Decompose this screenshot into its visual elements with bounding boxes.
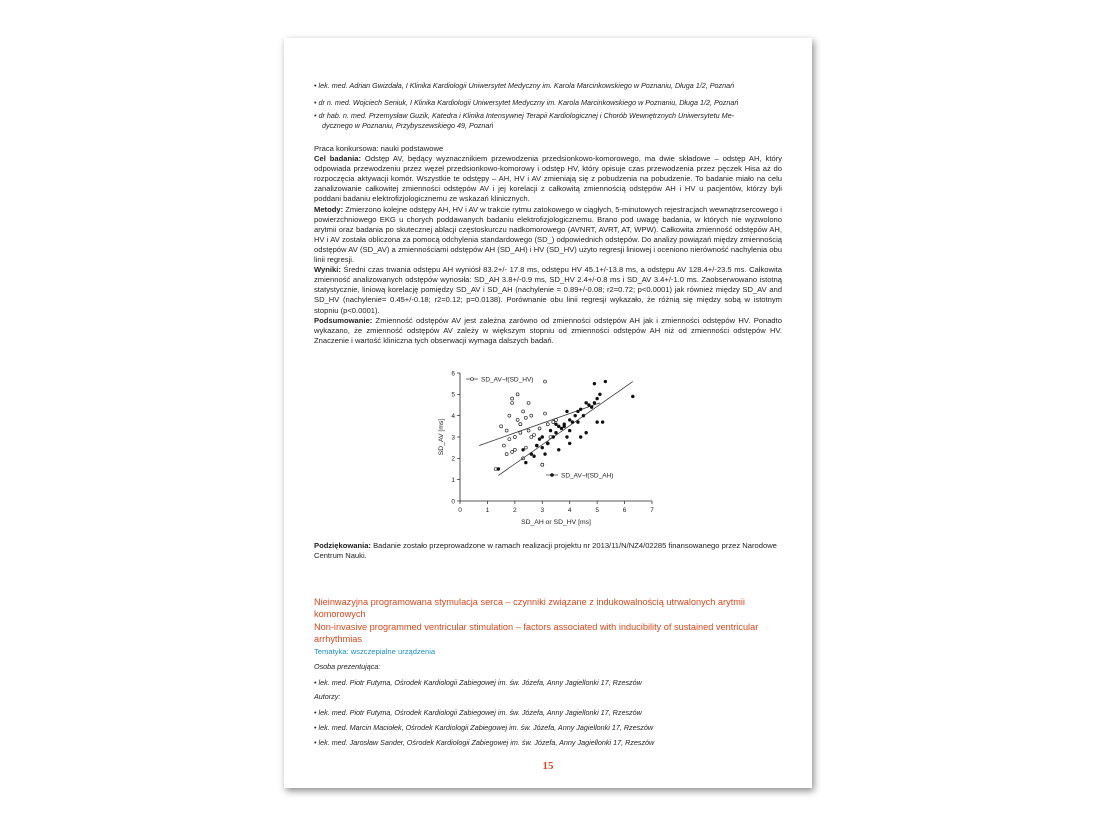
- author-3: • lek. med. Jarosław Sander, Ośrodek Kardiologii Zabiegowej im. św. Józefa, Anny Jagiellonki 17, Rzeszów: [314, 738, 655, 747]
- data-point: [511, 450, 514, 453]
- data-point: [552, 436, 555, 439]
- summary-label: Podsumowanie:: [314, 315, 373, 325]
- data-point: [552, 421, 555, 424]
- affiliation-2: • dr n. med. Wojciech Seniuk, I Klinika Kardiologii Uniwersytet Medyczny im. Karola Marcinkowskiego w Poznaniu, Długa 1/2, Poznań: [314, 98, 739, 107]
- data-point: [568, 429, 571, 432]
- data-point: [546, 423, 549, 426]
- data-point: [524, 446, 527, 449]
- x-tick-label: 1: [485, 507, 490, 514]
- author-2: • lek. med. Marcin Maciołek, Ośrodek Kardiologii Zabiegowej im. św. Józefa, Anny Jagiellonki 17, Rzeszów: [314, 723, 654, 732]
- data-point: [533, 455, 536, 458]
- abstract-type: Praca konkursowa: nauki podstawowe: [314, 144, 444, 153]
- y-tick-label: 2: [451, 455, 455, 463]
- y-tick-label: 4: [451, 412, 455, 420]
- y-tick-label: 5: [451, 391, 455, 399]
- presenter-label: Osoba prezentująca:: [314, 662, 381, 671]
- data-point: [593, 401, 596, 404]
- data-point: [585, 431, 588, 434]
- data-point: [541, 436, 544, 439]
- data-point: [535, 444, 538, 447]
- data-point: [566, 410, 569, 413]
- abstract-body: [314, 144, 782, 346]
- data-point: [519, 423, 522, 426]
- data-point: [530, 436, 533, 439]
- data-point: [544, 380, 547, 383]
- data-point: [527, 429, 530, 432]
- legend-marker: [551, 474, 554, 477]
- x-axis-label: SD_AH or SD_HV [ms]: [521, 519, 591, 526]
- data-point: [598, 393, 601, 396]
- y-tick-label: 1: [451, 476, 455, 484]
- data-point: [601, 421, 604, 424]
- ack-text: Badanie zostało przeprowadzone w ramach realizacji projektu nr 2013/11/N/NZ4/02285 finansowanego przez Narodowe Centrum Nauki.: [314, 541, 777, 561]
- summary-text: Zmienność odstępów AV jest zależna zarówno od zmienności odstępów AH jak i zmienności odstępów HV. Ponadto wykazano, że zmienność odstępów AV zależy w większym stopniu od zmienności odstępów AH niż od zmienności odstępów HV. Znaczenie i wartość kliniczna tych obserwacji wymaga dalszych badań.: [314, 315, 782, 345]
- data-point: [596, 397, 599, 400]
- data-point: [555, 418, 558, 421]
- legend-marker: [471, 378, 474, 381]
- data-point: [582, 414, 585, 417]
- data-point: [527, 401, 530, 404]
- data-point: [577, 421, 580, 424]
- next-title-en: Non-invasive programmed ventricular stimulation – factors associated with inducibility of sustained ventricular arrhythmias: [314, 622, 759, 644]
- data-point: [596, 421, 599, 424]
- data-point: [588, 404, 591, 407]
- x-tick-label: 5: [595, 507, 599, 514]
- affiliation-3: • dr hab. n. med. Przemysław Guzik, Katedra i Klinika Intensywnej Terapii Kardiologicznej i Chorób Wewnętrznych Uniwersytetu Me- dycznego w Poznaniu, Przybyszewskiego 49, Poznań: [314, 111, 734, 130]
- data-point: [544, 453, 547, 456]
- data-point: [566, 436, 569, 439]
- data-point: [516, 393, 519, 396]
- data-point: [538, 427, 541, 430]
- data-point: [568, 419, 571, 422]
- data-point: [563, 425, 566, 428]
- data-point: [500, 425, 503, 428]
- data-point: [590, 406, 593, 409]
- data-point: [538, 438, 541, 441]
- scatter-chart: [424, 365, 664, 530]
- data-point: [508, 414, 511, 417]
- legend-label: SD_AV~f(SD_HV): [481, 376, 534, 384]
- data-point: [557, 448, 560, 451]
- data-point: [502, 444, 505, 447]
- ack-label: Podziękowania:: [314, 541, 371, 550]
- data-point: [522, 448, 525, 451]
- y-tick-label: 0: [451, 498, 455, 506]
- data-point: [555, 431, 558, 434]
- aim-label: Cel badania:: [314, 154, 361, 164]
- data-point: [530, 453, 533, 456]
- data-point: [546, 442, 549, 445]
- data-point: [505, 453, 508, 456]
- x-tick-label: 6: [622, 507, 627, 514]
- data-point: [577, 410, 580, 413]
- x-tick-label: 3: [540, 507, 545, 514]
- presenter: • lek. med. Piotr Futyma, Ośrodek Kardiologii Zabiegowej im. św. Józefa, Anny Jagiellonki 17, Rzeszów: [314, 678, 642, 687]
- data-point: [544, 412, 547, 415]
- affiliation-1: • lek. med. Adrian Gwizdała, I Klinika Kardiologii Uniwersytet Medyczny im. Karola Marcinkowskiego w Poznaniu, Długa 1/2, Poznań: [314, 81, 735, 90]
- data-point: [571, 421, 574, 424]
- x-tick-label: 0: [458, 507, 462, 514]
- data-point: [549, 429, 552, 432]
- author-1: • lek. med. Piotr Futyma, Ośrodek Kardiologii Zabiegowej im. św. Józefa, Anny Jagiellonki 17, Rzeszów: [314, 708, 642, 717]
- data-point: [524, 461, 527, 464]
- data-point: [524, 416, 527, 419]
- results-label: Wyniki:: [314, 265, 341, 275]
- document-page: [284, 38, 812, 788]
- y-tick-label: 6: [451, 370, 455, 378]
- data-point: [513, 436, 516, 439]
- data-point: [516, 418, 519, 421]
- results-text: Średni czas trwania odstępu AH wyniósł 83.2+/- 17.8 ms, odstępu HV 45.1+/-13.8 ms, a odstępu AV 128.4+/-23.5 ms. Całkowita zmienność analizowanych odstępów wynosiła: SD_AH 3.8+/-0.9 ms, SD_HV 2.4+/-0.8 ms i SD_AV 3.4+/-1.0 ms. Zaobserwowano istotną statystycznie, liniową korelację pomiędzy SD_AV i SD_AH (nachylenie = 0.89+/-0.08; r2=0.72; p<0.0001) jak również między SD_AV and SD_HV (nachylenie= 0.45+/-0.18; r2=0.12; p=0.0138). Porównanie obu linii regresji wykazało, że różnią się między sobą w istotnym stopniu (p<0.0001).: [314, 265, 782, 315]
- data-point: [513, 448, 516, 451]
- data-point: [505, 429, 508, 432]
- methods-text: Zmierzono kolejne odstępy AH, HV i AV w trakcie rytmu zatokowego w ciągłych, 5-minutowych rejestracjach wewnątrzsercowego i powierzchniowego EKG u chorych poddawanych badaniu elektrofizjologicznemu. Brano pod uwagę badania, w których nie wyzwolono arytmii oraz badania po skutecznej ablacji częstoskurczu nadkomorowego (AVNRT, AVRT, AT, WPW). Całkowita zmienność odstępów AH, HV i AV została obliczona za pomocą odchylenia standardowego (SD_) odpowiednich odstępów. Do analizy powiązań między zmiennością odstępów AV (SD_AV) a zmiennościami odstępów AH (SD_AH) i HV (SD_HV) użyto regresji liniowej i oceniono nierówność nachylenia obu linii regresji.: [314, 204, 782, 265]
- data-point: [511, 397, 514, 400]
- x-tick-label: 7: [650, 507, 654, 514]
- data-point: [604, 380, 607, 383]
- y-tick-label: 3: [451, 434, 455, 442]
- abstract-summary: [314, 316, 782, 346]
- abstract-results: [314, 265, 782, 315]
- data-point: [519, 431, 522, 434]
- data-point: [530, 414, 533, 417]
- authors-label: Autorzy:: [314, 692, 341, 701]
- x-tick-label: 2: [513, 507, 517, 514]
- data-point: [541, 446, 544, 449]
- data-point: [541, 463, 544, 466]
- data-point: [574, 414, 577, 417]
- data-point: [585, 401, 588, 404]
- next-topic: Tematyka: wszczepialne urządzenia: [314, 647, 436, 656]
- data-point: [555, 423, 558, 426]
- page-number: 15: [542, 760, 554, 772]
- y-axis-label: SD_AV [ms]: [438, 418, 445, 456]
- data-point: [593, 382, 596, 385]
- data-point: [579, 436, 582, 439]
- data-point: [560, 427, 563, 430]
- data-point: [511, 401, 514, 404]
- x-tick-label: 4: [567, 507, 572, 514]
- data-point: [568, 442, 571, 445]
- data-point: [579, 408, 582, 411]
- data-point: [557, 425, 560, 428]
- data-point: [508, 438, 511, 441]
- data-point: [631, 395, 634, 398]
- legend-label: SD_AV~f(SD_AH): [561, 472, 614, 480]
- acknowledgement: [314, 541, 782, 561]
- methods-label: Metody:: [314, 204, 344, 214]
- abstract-aim: [314, 154, 782, 204]
- next-title-pl: Nieinwazyjna programowana stymulacja serca – czynniki związane z indukowalnością utrwalonych arytmii komorowych: [314, 597, 745, 619]
- data-point: [522, 410, 525, 413]
- data-point: [533, 433, 536, 436]
- aim-text: Odstęp AV, będący wyznacznikiem przewodzenia przedsionkowo-komorowego, ma dwie składowe – odstęp AH, który odpowiada przewodzeniu przez węzeł przedsionkowo-komorowy i odstęp HV, który opisuje czas przewodzenia przez pęczek Hisa aż do rozpoczęcia aktywacji komór. Wszystkie te odstępy – AH, HV i AV zmieniają się z pobudzenia na pobudzenie. To badanie miało na celu zanalizowanie całkowitej zmienności odstępów AV i jej korelacji z całkowitą zmiennością odstępów AH i HV u pacjentów, którzy byli poddani badaniu elektrofizjologicznemu ze wskazań klinicznych.: [314, 154, 782, 204]
- abstract-methods: [314, 205, 782, 266]
- data-point: [497, 468, 500, 471]
